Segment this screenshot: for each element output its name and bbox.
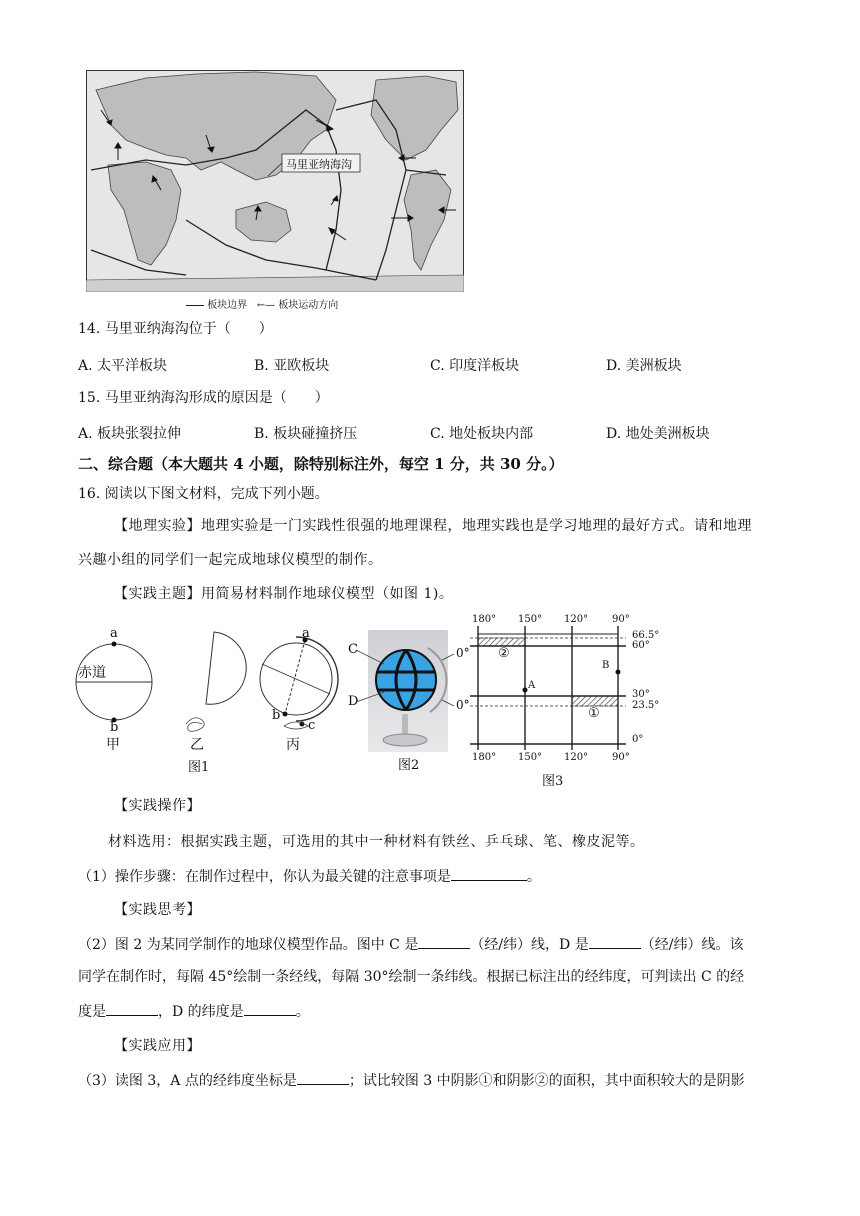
legend-direction-label: 板块运动方向 — [278, 300, 339, 311]
plate-map — [86, 70, 464, 292]
experiment-paragraph-1: 【地理实验】地理实验是一门实践性很强的地理课程，地理实践也是学习地理的最好方式。请和地理 — [114, 518, 752, 534]
section-heading: 二、综合题（本大题共 4 小题，除特别标注外，每空 1 分，共 30 分。） — [78, 455, 564, 473]
step-1 — [78, 866, 541, 887]
step-2-line-2: 同学在制作时，每隔 45°绘制一条经线，每隔 30°绘制一条纬线。根据已标注出的经纬度，可判读出 C 的经 — [78, 969, 745, 985]
step-3-text-a: （3）读图 3，A 点的经纬度坐标是 — [78, 1073, 297, 1089]
fig3-top-lon-90: 90° — [612, 614, 630, 625]
q15-option-d[interactable]: D. 地处美洲板块 — [606, 426, 710, 442]
fig1-label-c-bing: c — [308, 718, 316, 733]
d-latitude-blank[interactable] — [244, 1001, 296, 1016]
figure-2 — [344, 630, 470, 776]
q14-option-b[interactable]: B. 亚欧板块 — [254, 358, 330, 374]
step-1-suffix: 。 — [526, 869, 541, 885]
fig3-bottom-lon-120: 120° — [564, 752, 589, 763]
fig3-top-lon-150: 150° — [518, 614, 543, 625]
d-line-type-blank[interactable] — [589, 934, 641, 949]
practice-theme: 【实践主题】用简易材料制作地球仪模型（如图 1)。 — [114, 586, 454, 602]
legend-boundary-label: 板块边界 — [207, 300, 248, 311]
step-2-l3-b: ，D 的纬度是 — [158, 1004, 244, 1020]
step-2-line-3 — [78, 1001, 310, 1022]
fig3-bottom-lon-90: 90° — [612, 752, 630, 763]
fig3-shade-1: ① — [588, 706, 600, 721]
fig3-lat-30: 30° — [632, 689, 650, 700]
fig1-caption-bing: 丙 — [286, 737, 300, 753]
fig3-lat-60: 60° — [632, 640, 650, 651]
fig3-shade-2: ② — [498, 646, 510, 661]
fig2-label-c: C — [348, 642, 358, 657]
step-2-l3-a: 度是 — [78, 1004, 106, 1020]
fig3-point-b: B — [602, 660, 610, 671]
legend-arrow-icon: ←— — [256, 300, 276, 311]
fig3-bottom-lon-180: 180° — [472, 752, 497, 763]
q15-option-c[interactable]: C. 地处板块内部 — [430, 426, 534, 442]
a-coordinate-blank[interactable] — [297, 1070, 349, 1085]
step-1-blank[interactable] — [451, 866, 527, 881]
step-2-l3-c: 。 — [295, 1004, 310, 1020]
thinking-heading: 【实践思考】 — [114, 902, 201, 918]
fig3-top-lon-120: 120° — [564, 614, 589, 625]
step-2-text-b: （经/纬）线，D 是 — [470, 937, 589, 953]
legend-boundary-icon — [186, 305, 204, 306]
fig3-lat-66: 66.5° — [632, 630, 660, 641]
c-longitude-blank[interactable] — [106, 1001, 158, 1016]
fig1-label-a-bing: a — [302, 626, 310, 641]
q14-stem: 14. 马里亚纳海沟位于（ ） — [78, 321, 273, 337]
fig1-label-a-jia: a — [110, 626, 118, 641]
fig3-lat-0: 0° — [632, 734, 644, 745]
experiment-paragraph-2: 兴趣小组的同学们一起完成地球仪模型的制作。 — [78, 552, 383, 568]
c-line-type-blank[interactable] — [418, 934, 470, 949]
fig1-caption: 图1 — [188, 760, 210, 775]
fig1-label-equator: 赤道 — [78, 665, 106, 681]
figure-1 — [74, 624, 350, 774]
fig3-bottom-lon-150: 150° — [518, 752, 543, 763]
step-2-text-a: （2）图 2 为某同学制作的地球仪模型作品。图中 C 是 — [78, 937, 419, 953]
fig1-caption-jia: 甲 — [106, 737, 120, 753]
step-3-text-b: ；试比较图 3 中阴影①和阴影②的面积，其中面积较大的是阴影 — [348, 1073, 745, 1089]
map-legend — [186, 296, 338, 311]
step-2-line-1 — [78, 934, 743, 955]
trench-label: 马里亚纳海沟 — [286, 158, 352, 171]
figure-3 — [464, 614, 674, 789]
fig1-label-b-bing: b — [272, 708, 281, 723]
fig2-caption: 图2 — [398, 758, 420, 773]
q15-option-a[interactable]: A. 板块张裂拉伸 — [78, 426, 182, 442]
fig1-caption-yi: 乙 — [190, 737, 204, 753]
fig2-deg-bottom: 0° — [456, 698, 470, 712]
fig3-top-lon-180: 180° — [472, 614, 497, 625]
fig3-lat-23: 23.5° — [632, 700, 660, 711]
fig1-label-b-jia: b — [110, 720, 119, 735]
q16-stem: 16. 阅读以下图文材料，完成下列小题。 — [78, 486, 329, 502]
step-1-prefix: （1）操作步骤：在制作过程中，你认为最关键的注意事项是 — [78, 869, 451, 885]
q15-option-b[interactable]: B. 板块碰撞挤压 — [254, 426, 358, 442]
fig2-deg-top: 0° — [456, 646, 470, 660]
application-heading: 【实践应用】 — [114, 1038, 201, 1054]
fig3-point-a: A — [528, 680, 536, 691]
materials-text: 材料选用：根据实践主题，可选用的其中一种材料有铁丝、乒乓球、笔、橡皮泥等。 — [108, 834, 645, 850]
q14-option-a[interactable]: A. 太平洋板块 — [78, 358, 168, 374]
step-3-line-1 — [78, 1070, 745, 1091]
q14-option-d[interactable]: D. 美洲板块 — [606, 358, 682, 374]
step-2-text-c: （经/纬）线。该 — [640, 937, 744, 953]
operation-heading: 【实践操作】 — [114, 798, 201, 814]
fig3-caption: 图3 — [542, 774, 564, 789]
fig2-label-d: D — [348, 694, 359, 709]
q14-option-c[interactable]: C. 印度洋板块 — [430, 358, 520, 374]
q15-stem: 15. 马里亚纳海沟形成的原因是（ ） — [78, 390, 329, 406]
